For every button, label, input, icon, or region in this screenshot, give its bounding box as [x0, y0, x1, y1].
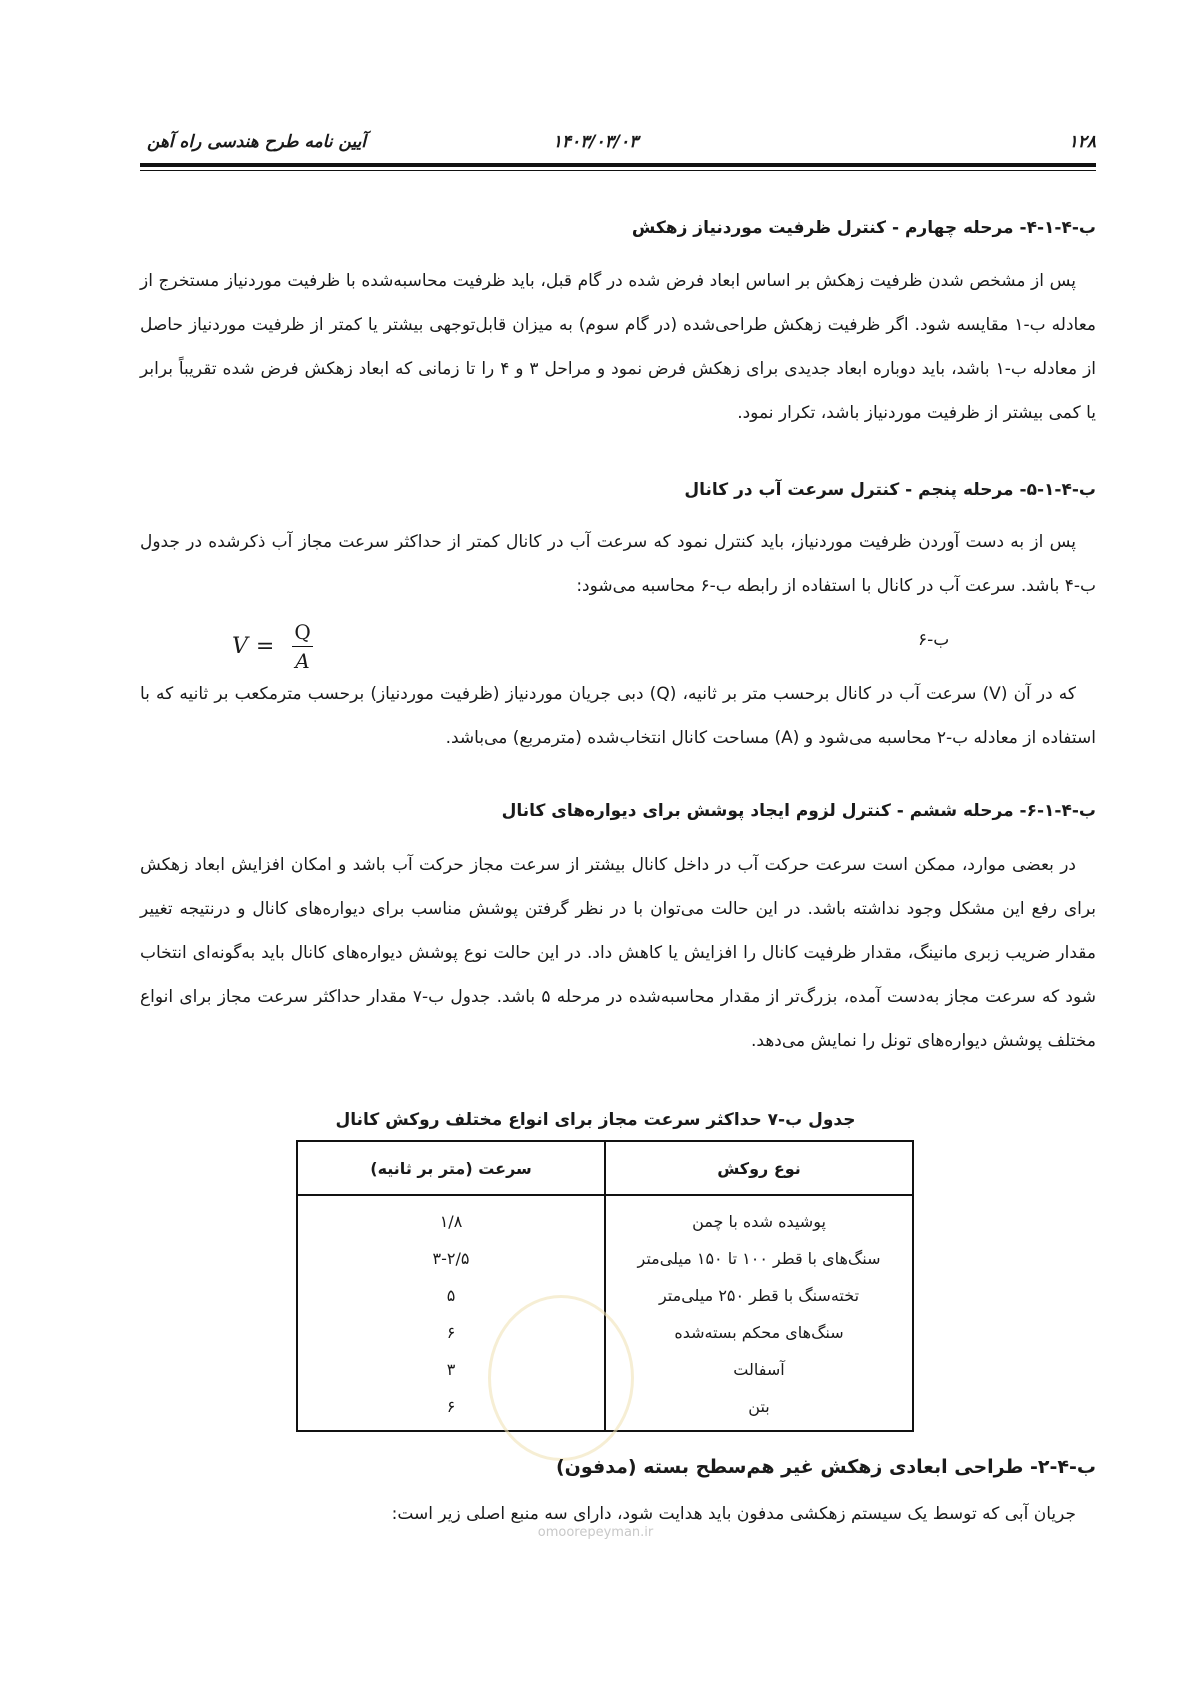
- section-4-paragraph: [140, 259, 1096, 435]
- formula-fraction: [292, 620, 312, 673]
- section-5-paragraph-2: [140, 672, 1096, 760]
- section-b42-text: جریان آبی که توسط یک سیستم زهکشی مدفون باید هدایت شود، دارای سه منبع اصلی زیر است:: [391, 1504, 1076, 1524]
- lining-type: آسفالت: [605, 1351, 913, 1388]
- header-rule-thin: [140, 170, 1096, 171]
- table-header-velocity: سرعت (متر بر ثانیه): [297, 1141, 605, 1195]
- watermark-site: omoorepeyman.ir: [537, 1525, 654, 1540]
- lining-type: بتن: [605, 1388, 913, 1431]
- velocity-value: ۱/۸: [297, 1195, 605, 1240]
- formula-lhs: V: [232, 634, 248, 659]
- header-rule-thick: [140, 163, 1096, 167]
- section-5-text-1: پس از به دست آوردن ظرفیت موردنیاز، باید کنترل نمود که سرعت آب در کانال کمتر از حداکثر سرعت مجاز آب ذکرشده در جدول ب-۴ باشد. سرعت آب در کانال با استفاده از رابطه ب-۶ محاسبه می‌شود:: [140, 532, 1096, 596]
- document-title: آیین نامه طرح هندسی راه آهن: [147, 132, 367, 152]
- table-row: [297, 1240, 913, 1277]
- velocity-value: ۳: [297, 1351, 605, 1388]
- formula-denominator: A: [295, 649, 310, 673]
- section-6-heading: ب-۴-۱-۶- مرحله ششم - کنترل لزوم ایجاد پوشش برای دیواره‌های کانال: [501, 801, 1096, 821]
- formula-equals: =: [255, 634, 275, 659]
- velocity-value: ۵: [297, 1277, 605, 1314]
- velocity-formula: [232, 620, 313, 673]
- table-caption: جدول ب-۷ حداکثر سرعت مجاز برای انواع مختلف روکش کانال: [335, 1110, 856, 1130]
- table-header-lining: نوع روکش: [605, 1141, 913, 1195]
- table-row: [297, 1195, 913, 1240]
- section-5-heading: ب-۴-۱-۵- مرحله پنجم - کنترل سرعت آب در کانال: [684, 480, 1096, 500]
- velocity-value: ۳-۲/۵: [297, 1240, 605, 1277]
- formula-numerator: Q: [292, 620, 312, 647]
- section-b42-heading: ب-۴-۲- طراحی ابعادی زهکش غیر هم‌سطح بسته (مدفون): [555, 1456, 1096, 1478]
- velocity-value: ۶: [297, 1388, 605, 1431]
- equation-number: ب-۶: [918, 630, 950, 650]
- lining-type: تخته‌سنگ با قطر ۲۵۰ میلی‌متر: [605, 1277, 913, 1314]
- section-5-paragraph-1: [140, 520, 1096, 608]
- section-6-paragraph: [140, 843, 1096, 1063]
- table-header-row: [297, 1141, 913, 1195]
- header-date: ۱۴۰۳/۰۳/۰۳: [552, 132, 639, 152]
- section-5-text-2: که در آن (V) سرعت آب در کانال برحسب متر بر ثانیه، (Q) دبی جریان موردنیاز (ظرفیت موردنیاز) برحسب مترمکعب بر ثانیه که با استفاده از معادله ب-۲ محاسبه می‌شود و (A) مساحت کانال انتخاب‌شده (مترمربع) می‌باشد.: [140, 684, 1096, 748]
- lining-type: سنگ‌های محکم بسته‌شده: [605, 1314, 913, 1351]
- lining-type: سنگ‌های با قطر ۱۰۰ تا ۱۵۰ میلی‌متر: [605, 1240, 913, 1277]
- velocity-value: ۶: [297, 1314, 605, 1351]
- page-number: ۱۲۸: [1068, 132, 1096, 152]
- watermark-logo-icon: [488, 1295, 634, 1461]
- lining-type: پوشیده شده با چمن: [605, 1195, 913, 1240]
- section-6-text: در بعضی موارد، ممکن است سرعت حرکت آب در داخل کانال بیشتر از سرعت مجاز حرکت آب باشد و امکان افزایش ابعاد زهکش برای رفع این مشکل وجود نداشته باشد. در این حالت می‌توان با در نظر گرفتن پوشش مناسب برای دیواره‌های کانال و درنتیجه تغییر مقدار ضریب زبری مانینگ، مقدار ظرفیت کانال را افزایش یا کاهش داد. در این حالت نوع پوشش دیواره‌های کانال باید به‌گونه‌ای انتخاب شود که سرعت مجاز به‌دست آمده، بزرگ‌تر از مقدار محاسبه‌شده در مرحله ۵ باشد. جدول ب-۷ مقدار حداکثر سرعت مجاز برای انواع مختلف پوشش دیواره‌های تونل را نمایش می‌دهد.: [140, 855, 1096, 1051]
- section-4-heading: ب-۴-۱-۴- مرحله چهارم - کنترل ظرفیت موردنیاز زهکش: [631, 218, 1096, 238]
- table-row: [297, 1277, 913, 1314]
- section-4-text: پس از مشخص شدن ظرفیت زهکش بر اساس ابعاد فرض شده در گام قبل، باید ظرفیت محاسبه‌شده با ظرفیت موردنیاز مستخرج از معادله ب-۱ مقایسه شود. اگر ظرفیت زهکش طراحی‌شده (در گام سوم) به میزان قابل‌توجهی بیشتر یا کمتر از ظرفیت موردنیاز حاصل از معادله ب-۱ باشد، باید دوباره ابعاد جدیدی برای زهکش فرض نمود و مراحل ۳ و ۴ را تا زمانی که ابعاد زهکش فرض شده تقریباً برابر یا کمی بیشتر از ظرفیت موردنیاز باشد، تکرار نمود.: [140, 271, 1096, 423]
